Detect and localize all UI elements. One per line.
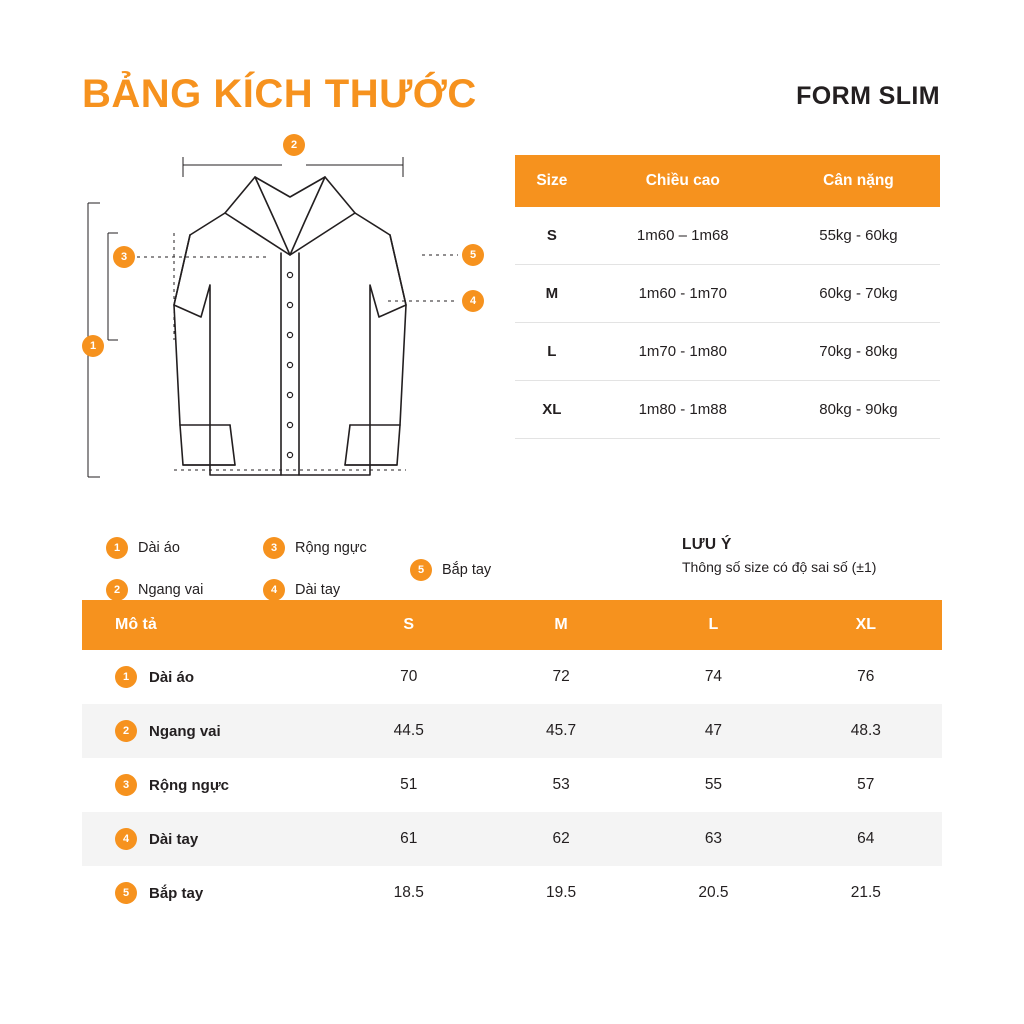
cell-l: 55 xyxy=(704,776,723,793)
cell-weight: 60kg - 70kg xyxy=(777,265,940,323)
cell-xl: 48.3 xyxy=(790,704,942,758)
legend-item-5 xyxy=(410,559,491,581)
legend-item-1 xyxy=(106,537,180,559)
cell-weight: 70kg - 80kg xyxy=(777,323,940,381)
header-size: Size xyxy=(515,155,589,207)
cell-l: 20.5 xyxy=(698,884,729,901)
callout-badge-1: 1 xyxy=(82,335,104,357)
row-label-3: Rộng ngực xyxy=(149,776,230,794)
row-label-cell xyxy=(82,812,333,866)
row-label-2: Ngang vai xyxy=(149,722,221,740)
header-s: S xyxy=(333,600,485,650)
header-height: Chiều cao xyxy=(589,155,777,207)
height-weight-table xyxy=(515,155,940,439)
cell-height: 1m60 – 1m68 xyxy=(589,207,777,265)
page-title: BẢNG KÍCH THƯỚC xyxy=(82,72,477,116)
cell-m: 45.7 xyxy=(485,704,637,758)
row-badge-3: 3 xyxy=(115,774,137,796)
table-row xyxy=(82,758,942,812)
cell-size: XL xyxy=(515,381,589,439)
cell-weight: 80kg - 90kg xyxy=(777,381,940,439)
row-badge-2: 2 xyxy=(115,720,137,742)
legend-label-5: Bắp tay xyxy=(442,562,492,578)
row-badge-4: 4 xyxy=(115,828,137,850)
legend-item-4 xyxy=(263,579,340,601)
row-badge-5: 5 xyxy=(115,882,137,904)
cell-s: 61 xyxy=(333,812,485,866)
table-header-row xyxy=(82,600,942,650)
legend-badge-3: 3 xyxy=(263,537,285,559)
header-description: Mô tả xyxy=(82,600,333,650)
row-label-cell xyxy=(82,758,333,812)
callout-badge-4: 4 xyxy=(462,290,484,312)
callout-badge-3: 3 xyxy=(113,246,135,268)
table-row xyxy=(82,812,942,866)
cell-s: 18.5 xyxy=(393,884,424,901)
table-header-row xyxy=(515,155,940,207)
row-label-1: Dài áo xyxy=(149,668,195,686)
cell-l: 74 xyxy=(704,668,723,685)
row-label-5: Bắp tay xyxy=(149,884,204,902)
cell-size: L xyxy=(515,323,589,381)
table-row xyxy=(82,650,942,704)
shirt-diagram xyxy=(70,125,510,515)
legend-label-2: Ngang vai xyxy=(138,582,204,598)
cell-m: 19.5 xyxy=(546,884,577,901)
diagram-legend xyxy=(98,515,518,598)
cell-xl: 64 xyxy=(790,812,942,866)
legend-label-3: Rộng ngực xyxy=(295,540,367,556)
note-text: Thông số size có độ sai số (±1) xyxy=(682,559,877,575)
table-row xyxy=(515,323,940,381)
row-badge-1: 1 xyxy=(115,666,137,688)
form-label: FORM SLIM xyxy=(796,82,940,110)
header-l: L xyxy=(637,600,789,650)
legend-item-2 xyxy=(106,579,203,601)
cell-xl: 76 xyxy=(857,668,875,685)
cell-height: 1m60 - 1m70 xyxy=(589,265,777,323)
measurement-table xyxy=(82,600,942,920)
cell-m: 62 xyxy=(485,812,637,866)
note-title: LƯU Ý xyxy=(682,536,732,553)
table-row xyxy=(515,381,940,439)
cell-l: 47 xyxy=(637,704,789,758)
row-label-cell xyxy=(82,866,333,920)
cell-size: M xyxy=(515,265,589,323)
legend-badge-5: 5 xyxy=(410,559,432,581)
cell-xl: 57 xyxy=(857,776,875,793)
callout-badge-2: 2 xyxy=(283,134,305,156)
table-row xyxy=(82,866,942,920)
legend-badge-1: 1 xyxy=(106,537,128,559)
cell-height: 1m80 - 1m88 xyxy=(589,381,777,439)
cell-m: 72 xyxy=(552,668,570,685)
cell-size: S xyxy=(515,207,589,265)
cell-xl: 21.5 xyxy=(850,884,881,901)
legend-label-1: Dài áo xyxy=(138,540,180,556)
row-label-cell xyxy=(82,704,333,758)
header-m: M xyxy=(485,600,637,650)
legend-label-4: Dài tay xyxy=(295,582,341,598)
note-block xyxy=(682,536,982,575)
cell-s: 51 xyxy=(400,776,418,793)
header-xl: XL xyxy=(790,600,942,650)
table-row xyxy=(82,704,942,758)
row-label-cell xyxy=(82,650,333,704)
table-row xyxy=(515,207,940,265)
cell-s: 44.5 xyxy=(333,704,485,758)
cell-m: 53 xyxy=(552,776,570,793)
cell-weight: 55kg - 60kg xyxy=(777,207,940,265)
row-label-4: Dài tay xyxy=(149,830,199,848)
callout-badge-5: 5 xyxy=(462,244,484,266)
cell-l: 63 xyxy=(637,812,789,866)
table-row xyxy=(515,265,940,323)
legend-badge-4: 4 xyxy=(263,579,285,601)
cell-s: 70 xyxy=(400,668,418,685)
cell-height: 1m70 - 1m80 xyxy=(589,323,777,381)
header-weight: Cân nặng xyxy=(777,155,940,207)
legend-badge-2: 2 xyxy=(106,579,128,601)
legend-item-3 xyxy=(263,537,367,559)
